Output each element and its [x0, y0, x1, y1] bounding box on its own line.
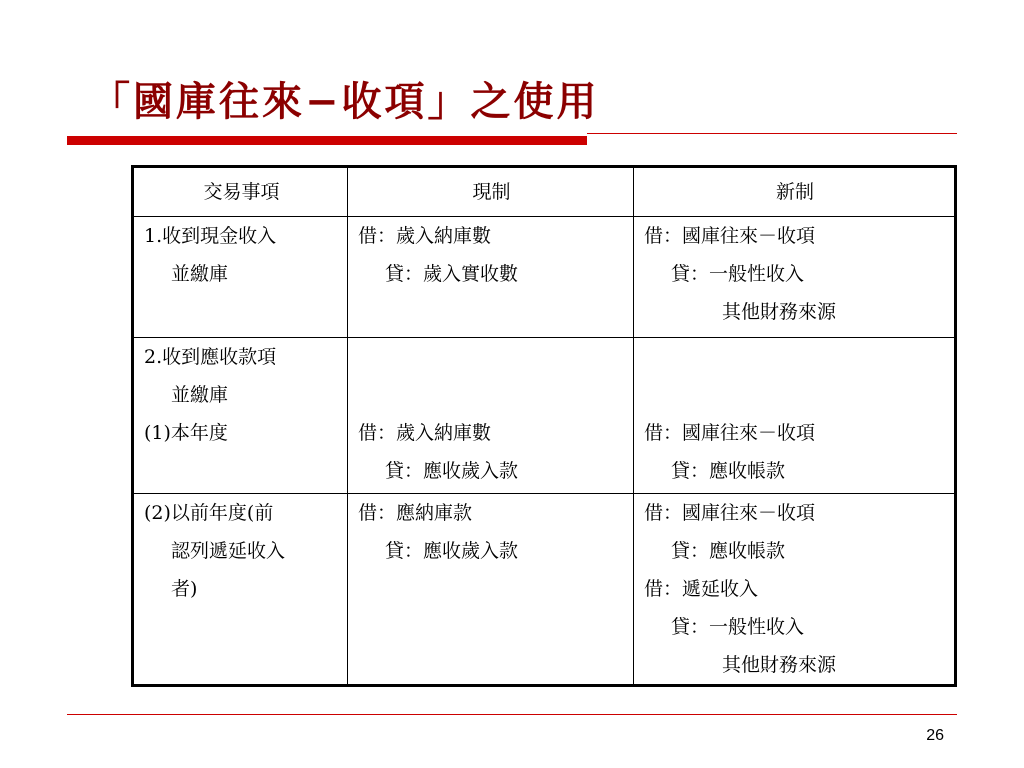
debit-line: 借：應納庫款: [358, 502, 473, 524]
cell-new: [634, 494, 956, 686]
cell-current: [348, 338, 634, 494]
cell-transaction: [133, 338, 348, 494]
cell-new: [634, 217, 956, 338]
table-header-row: [133, 167, 956, 217]
debit-line: 借：歲入納庫數: [358, 225, 492, 247]
cell-line: 並繳庫: [171, 263, 229, 285]
cell-line: 並繳庫: [171, 384, 229, 406]
table-row: [133, 217, 956, 338]
header-current-system: 現制: [348, 167, 634, 217]
debit-line: 借：遞延收入: [644, 578, 759, 600]
cell-line: (1)本年度: [144, 422, 228, 444]
page-number: 26: [926, 727, 944, 744]
credit-line: 貸：應收帳款: [671, 540, 786, 562]
cell-line: 1.收到現金收入: [144, 225, 277, 247]
cell-current: [348, 217, 634, 338]
credit-line: 貸：一般性收入: [671, 263, 805, 285]
credit-line: 貸：歲入實收數: [385, 263, 519, 285]
cell-new: [634, 338, 956, 494]
header-transaction: 交易事項: [133, 167, 348, 217]
table-row: [133, 338, 956, 494]
cell-line: (2)以前年度(前: [144, 502, 274, 524]
credit-line: 貸：應收歲入款: [385, 460, 519, 482]
cell-transaction: [133, 494, 348, 686]
cell-transaction: [133, 217, 348, 338]
debit-line: 借：國庫往來－收項: [644, 502, 816, 524]
credit-line: 其他財務來源: [722, 301, 837, 323]
title-underline-thick: [67, 136, 587, 145]
cell-line: 認列遞延收入: [171, 540, 286, 562]
title-underline-thin: [587, 133, 957, 134]
debit-line: 借：歲入納庫數: [358, 422, 492, 444]
credit-line: 其他財務來源: [722, 654, 837, 676]
debit-line: 借：國庫往來－收項: [644, 422, 816, 444]
cell-line: 者): [171, 578, 198, 600]
credit-line: 貸：應收帳款: [671, 460, 786, 482]
credit-line: 貸：一般性收入: [671, 616, 805, 638]
cell-current: [348, 494, 634, 686]
entries-table: [131, 165, 957, 687]
credit-line: 貸：應收歲入款: [385, 540, 519, 562]
slide-title: 「國庫往來−收項」之使用: [90, 78, 600, 125]
footer-rule: [67, 714, 957, 715]
header-new-system: 新制: [634, 167, 956, 217]
table-row: [133, 494, 956, 686]
cell-line: 2.收到應收款項: [144, 346, 277, 368]
debit-line: 借：國庫往來－收項: [644, 225, 816, 247]
